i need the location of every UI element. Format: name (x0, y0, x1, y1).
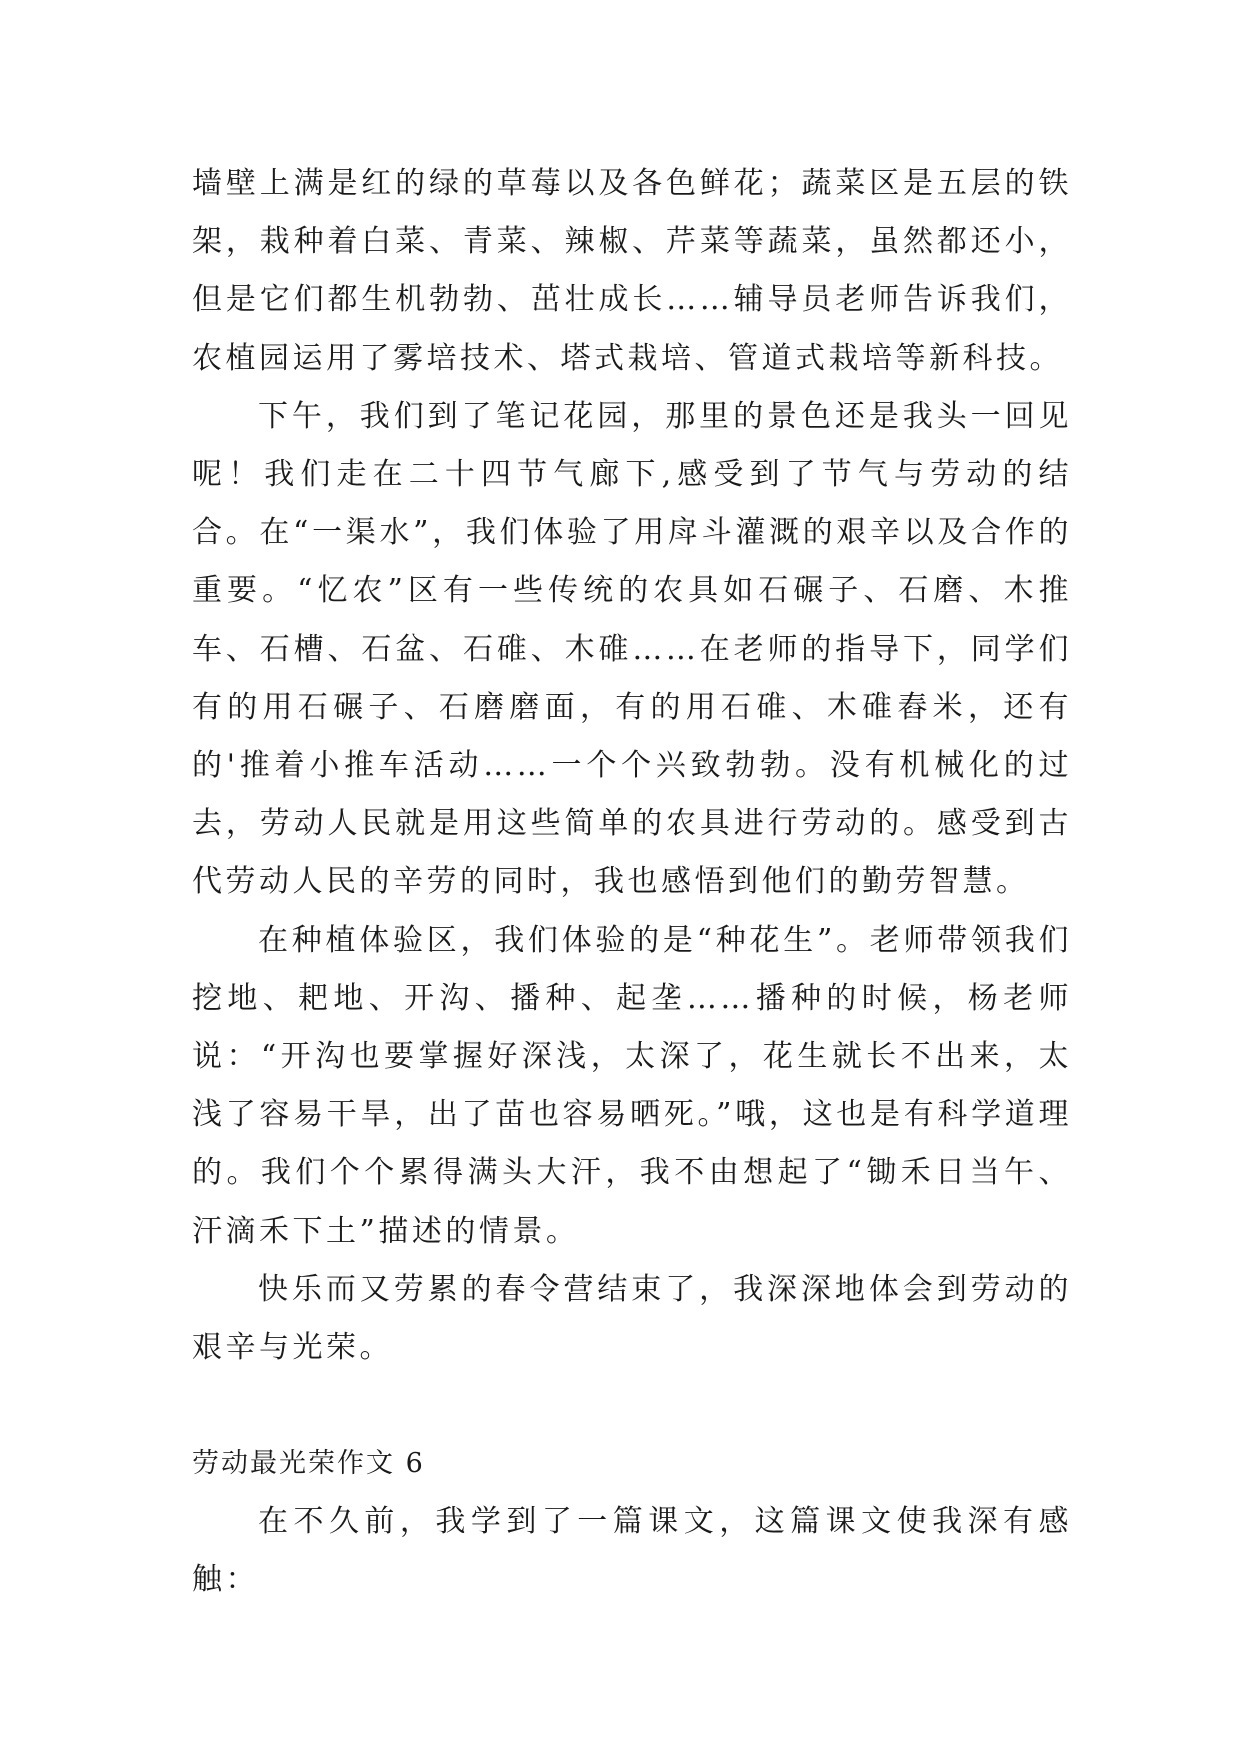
paragraph-planting-peanuts: 在种植体验区，我们体验的是“种花生”。老师带领我们挖地、耙地、开沟、播种、起垄……播种的时候，杨老师说：“开沟也要掌握好深浅，太深了，花生就长不出来，太浅了容易干旱，出了苗也容易晒死。”哦，这也是有科学道理的。我们个个累得满头大汗，我不由想起了“锄禾日当午、汗滴禾下土”描述的情景。 (192, 922, 1072, 1249)
paragraph-section-intro: 在不久前，我学到了一篇课文，这篇课文使我深有感触： (192, 1504, 1072, 1598)
section-title: 劳动最光荣作文 6 (192, 1448, 425, 1480)
paragraph-afternoon-garden: 下午，我们到了笔记花园，那里的景色还是我头一回见呢！我们走在二十四节气廊下,感受到了节气与劳动的结合。在“一渠水”，我们体验了用戽斗灌溉的艰辛以及合作的重要。“忆农”区有一些传统的农具如石碾子、石磨、木推车、石槽、石盆、石碓、木碓……在老师的指导下，同学们有的用石碾子、石磨磨面，有的用石碓、木碓舂米，还有的'推着小推车活动……一个个兴致勃勃。没有机械化的过去，劳动人民就是用这些简单的农具进行劳动的。感受到古代劳动人民的辛劳的同时，我也感悟到他们的勤劳智慧。 (192, 398, 1072, 900)
paragraph-garden-continued: 墙壁上满是红的绿的草莓以及各色鲜花；蔬菜区是五层的铁架，栽种着白菜、青菜、辣椒、芹菜等蔬菜，虽然都还小，但是它们都生机勃勃、茁壮成长……辅导员老师告诉我们，农植园运用了雾培技术、塔式栽培、管道式栽培等新科技。 (192, 166, 1072, 376)
section-spacer (192, 1377, 1072, 1435)
document-body (192, 155, 1072, 1610)
paragraph-conclusion: 快乐而又劳累的春令营结束了，我深深地体会到劳动的艰辛与光荣。 (192, 1271, 1072, 1366)
